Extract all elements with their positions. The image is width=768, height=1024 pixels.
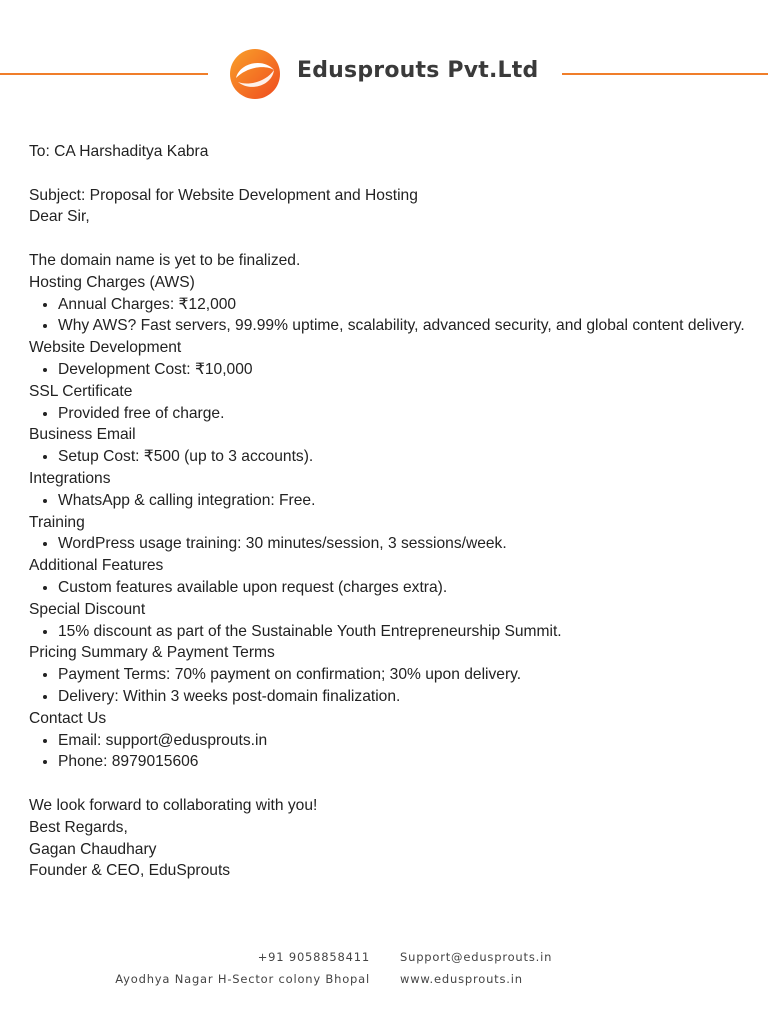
list-item: • Development Cost: ₹10,000 <box>58 359 749 381</box>
section-heading: Hosting Charges (AWS) <box>29 273 195 291</box>
footer-website[interactable]: www.edusprouts.in <box>400 972 523 986</box>
letterhead <box>0 46 768 102</box>
section-list <box>29 664 749 708</box>
list-item: • Custom features available upon request (charges extra). <box>58 577 749 599</box>
salutation: Dear Sir, <box>29 208 90 226</box>
signer-name: Gagan Chaudhary <box>29 840 157 858</box>
list-item: • Email: support@edusprouts.in <box>58 730 749 752</box>
list-item: • Annual Charges: ₹12,000 <box>58 294 749 316</box>
list-item: • Phone: 8979015606 <box>58 751 749 773</box>
company-name: Edusprouts Pvt.Ltd <box>297 58 539 83</box>
section-heading: Training <box>29 513 85 531</box>
section-list <box>29 490 749 512</box>
edusprouts-logo-icon <box>228 48 282 100</box>
list-item: • WordPress usage training: 30 minutes/session, 3 sessions/week. <box>58 533 749 555</box>
header-rule-left <box>0 73 208 75</box>
section-heading: Pricing Summary & Payment Terms <box>29 644 275 662</box>
closing-line: We look forward to collaborating with you! <box>29 796 318 814</box>
footer-email[interactable]: Support@edusprouts.in <box>400 950 553 964</box>
section-heading: Integrations <box>29 469 111 487</box>
footer-phone: +91 9058858411 <box>257 950 370 964</box>
intro-text: The domain name is yet to be finalized. <box>29 251 301 269</box>
section-heading: Website Development <box>29 339 182 357</box>
recipient-line: To: CA Harshaditya Kabra <box>29 143 209 160</box>
section-heading: Business Email <box>29 426 136 444</box>
list-item: • Delivery: Within 3 weeks post-domain finalization. <box>58 686 749 708</box>
footer-address: Ayodhya Nagar H-Sector colony Bhopal <box>115 972 370 986</box>
section-list <box>29 446 749 468</box>
section-heading: Contact Us <box>29 709 107 727</box>
list-item: • Provided free of charge. <box>58 403 749 425</box>
section-heading: Special Discount <box>29 600 146 618</box>
list-item: • Payment Terms: 70% payment on confirmation; 30% upon delivery. <box>58 664 749 686</box>
section-list <box>29 359 749 381</box>
list-item: • WhatsApp & calling integration: Free. <box>58 490 749 512</box>
section-list <box>29 730 749 774</box>
section-heading: SSL Certificate <box>29 382 133 400</box>
list-item: • Why AWS? Fast servers, 99.99% uptime, scalability, advanced security, and global content delivery. <box>58 315 749 337</box>
list-item: • Setup Cost: ₹500 (up to 3 accounts). <box>58 446 749 468</box>
section-list <box>29 294 749 338</box>
subject-line: Subject: Proposal for Website Development and Hosting <box>29 186 418 204</box>
letter-body <box>29 141 749 882</box>
section-list <box>29 577 749 599</box>
regards-line: Best Regards, <box>29 818 128 836</box>
signer-title: Founder & CEO, EduSprouts <box>29 862 231 880</box>
list-item: • 15% discount as part of the Sustainable Youth Entrepreneurship Summit. <box>58 621 749 643</box>
section-list <box>29 403 749 425</box>
section-heading: Additional Features <box>29 557 164 575</box>
section-list <box>29 621 749 643</box>
header-rule-right <box>562 73 768 75</box>
section-list <box>29 533 749 555</box>
